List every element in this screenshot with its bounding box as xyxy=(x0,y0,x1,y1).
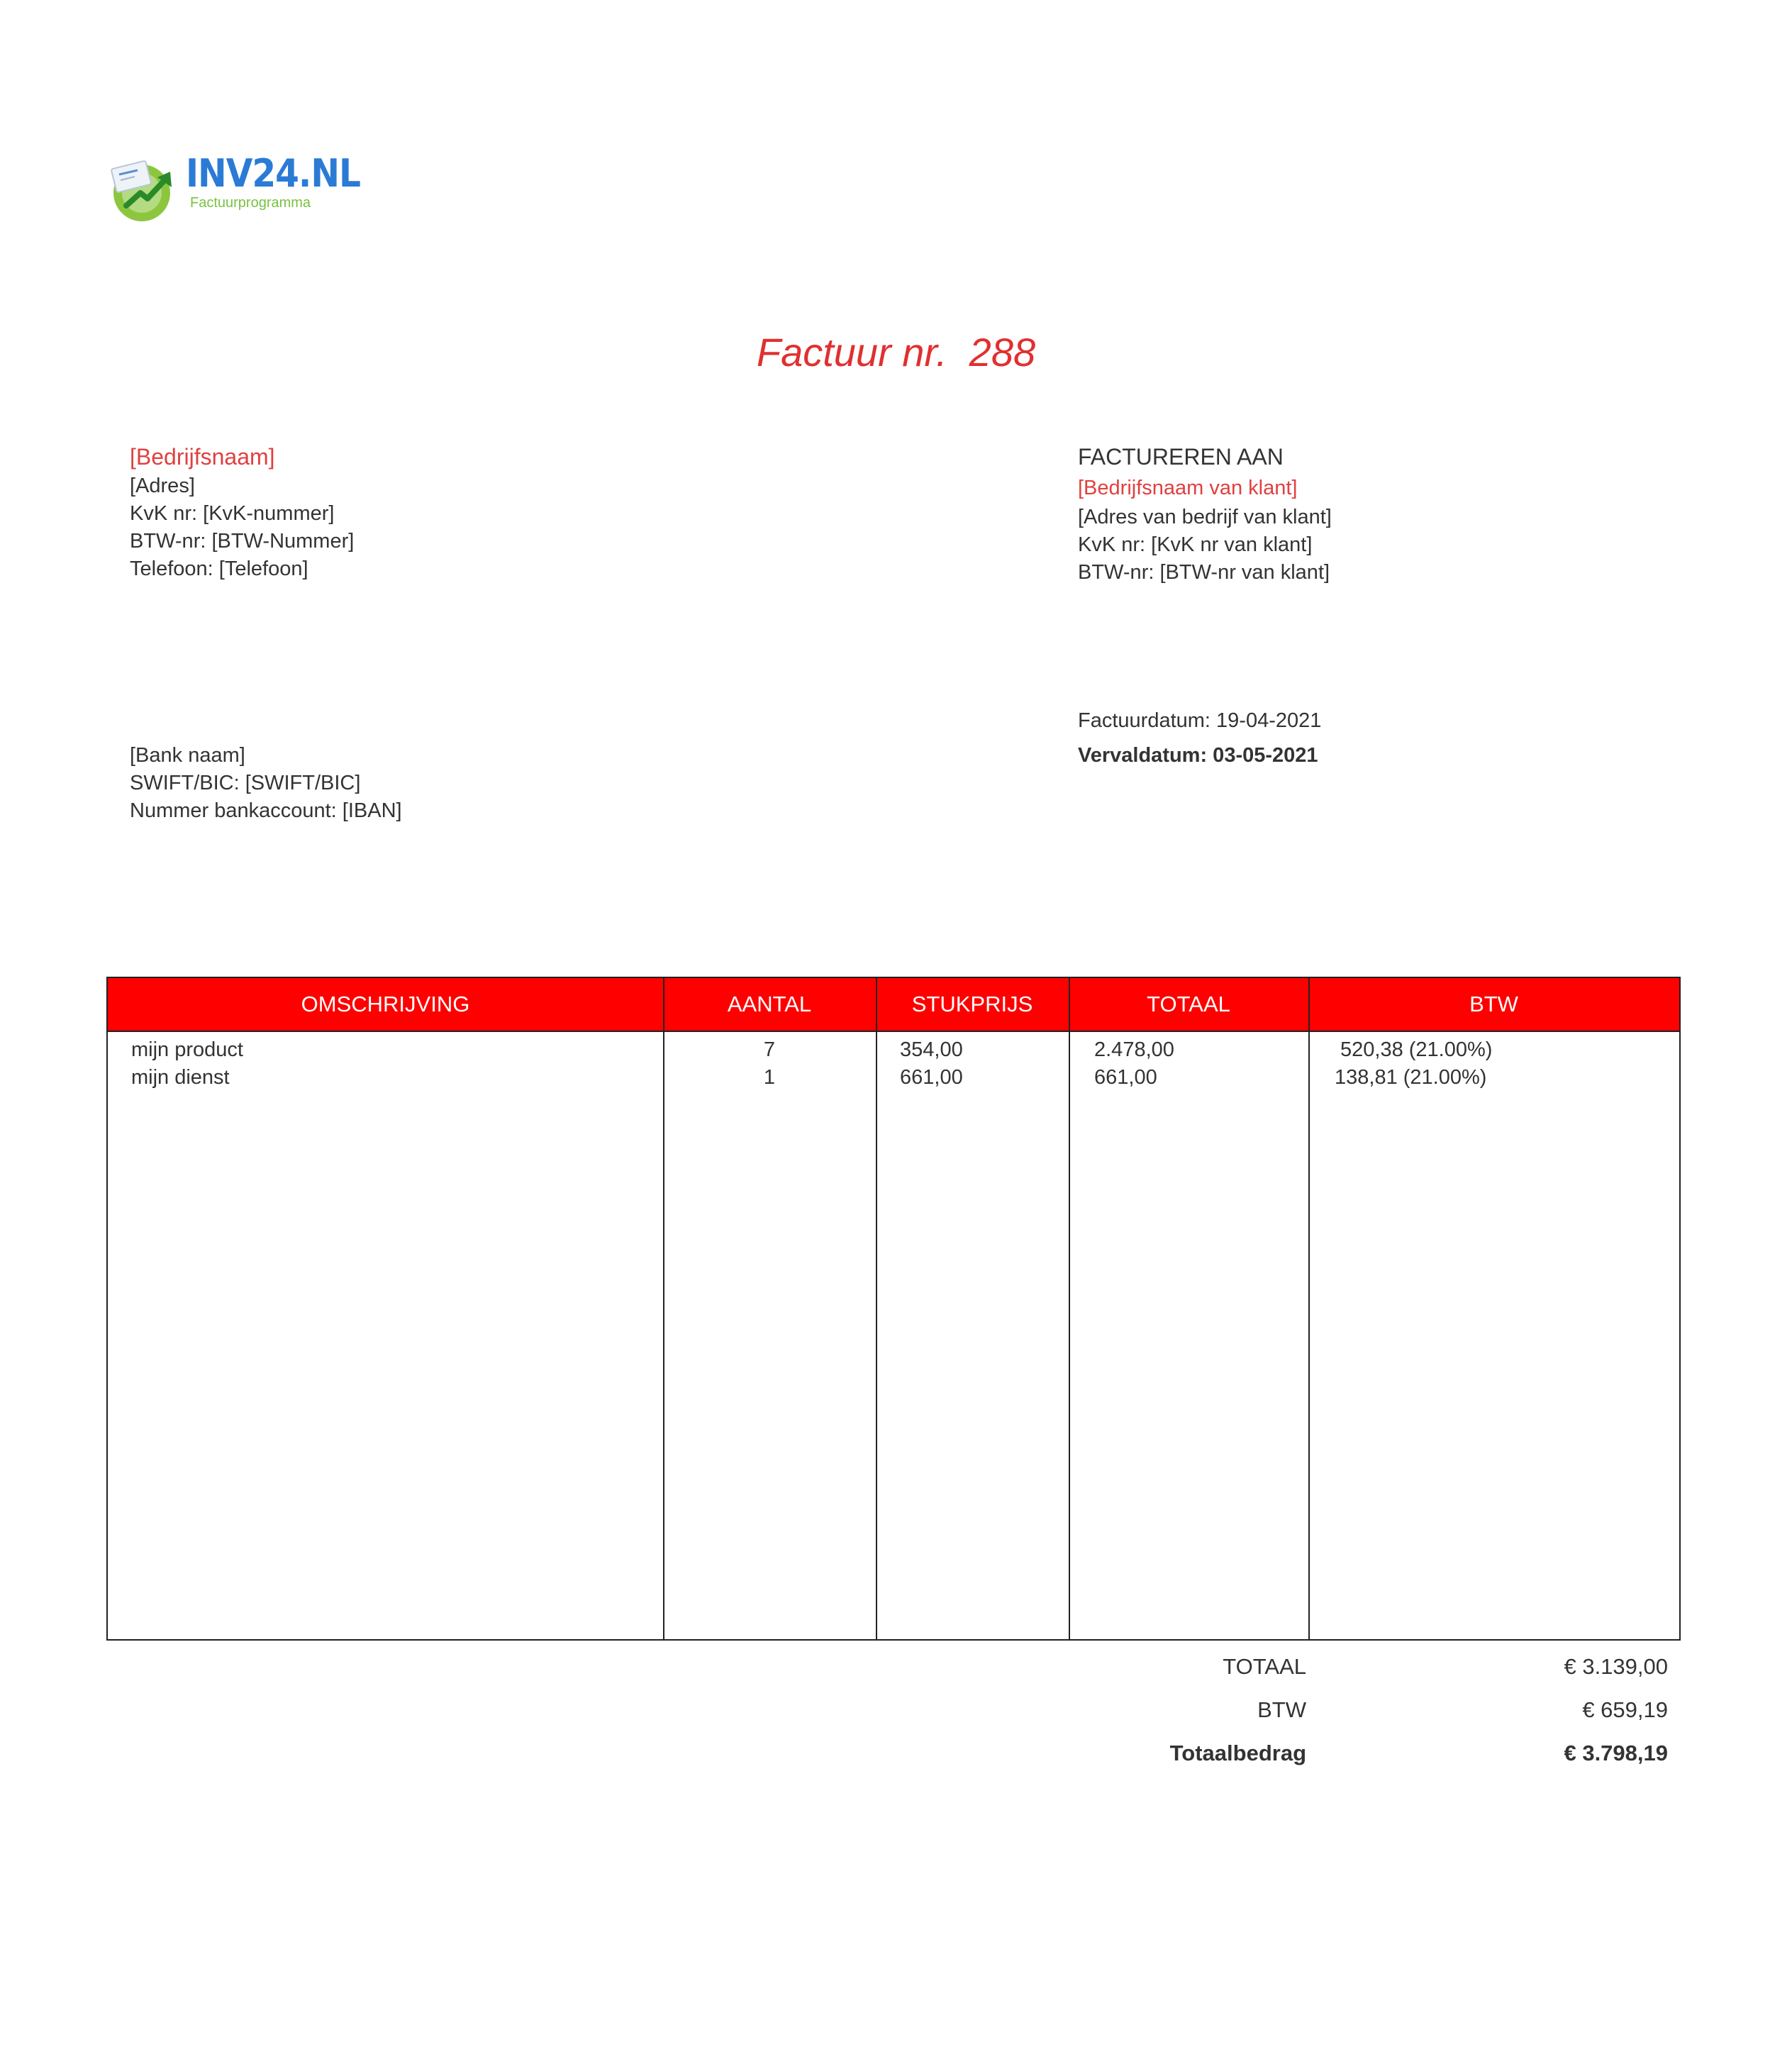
table-row xyxy=(108,1036,1679,1064)
row-description: mijn product xyxy=(131,1038,243,1061)
subtotal-value: € 3.139,00 xyxy=(1564,1654,1668,1679)
seller-phone: Telefoon: [Telefoon] xyxy=(130,557,308,580)
grand-total-value: € 3.798,19 xyxy=(1564,1741,1668,1765)
header-total: TOTAAL xyxy=(1147,992,1230,1016)
header-unit-price: STUKPRIJS xyxy=(911,992,1033,1016)
due-date: Vervaldatum: 03-05-2021 xyxy=(1078,744,1318,767)
invoice-dates xyxy=(1078,707,1321,770)
table-row xyxy=(108,1064,1679,1092)
seller-details xyxy=(130,441,354,583)
seller-company-name: [Bedrijfsnaam] xyxy=(130,444,275,470)
row-unit-price: 354,00 xyxy=(900,1038,963,1061)
header-description: OMSCHRIJVING xyxy=(301,992,470,1016)
bank-name: [Bank naam] xyxy=(130,744,245,767)
row-total: 661,00 xyxy=(1094,1066,1157,1089)
subtotal-label: TOTAAL xyxy=(1223,1654,1306,1679)
line-items-table xyxy=(106,977,1681,1641)
seller-btw: BTW-nr: [BTW-Nummer] xyxy=(130,530,355,553)
bank-iban: Nummer bankaccount: [IBAN] xyxy=(130,799,402,822)
invoice-title: Factuur nr. 288 xyxy=(756,330,1036,375)
header-vat: BTW xyxy=(1469,992,1518,1016)
vat-total-row xyxy=(1064,1694,1668,1738)
row-quantity: 1 xyxy=(763,1066,776,1089)
logo-arrow-icon xyxy=(106,156,177,223)
row-unit-price: 661,00 xyxy=(900,1066,963,1089)
client-address: [Adres van bedrijf van klant] xyxy=(1078,506,1332,528)
vat-total-value: € 659,19 xyxy=(1582,1697,1668,1722)
bank-details xyxy=(130,742,402,825)
invoice-date: Factuurdatum: 19-04-2021 xyxy=(1078,709,1322,732)
seller-kvk: KvK nr: [KvK-nummer] xyxy=(130,502,335,525)
grand-total-label: Totaalbedrag xyxy=(1169,1741,1306,1765)
totals-summary xyxy=(1064,1651,1668,1781)
row-vat: 520,38 (21.00%) xyxy=(1340,1038,1493,1061)
grand-total-row xyxy=(1064,1738,1668,1781)
row-total: 2.478,00 xyxy=(1094,1038,1174,1061)
bill-to-heading: FACTUREREN AAN xyxy=(1078,444,1284,470)
row-vat: 138,81 (21.00%) xyxy=(1335,1066,1487,1089)
logo-subtitle: Factuurprogramma xyxy=(190,195,311,211)
row-quantity: 7 xyxy=(763,1038,776,1061)
client-btw: BTW-nr: [BTW-nr van klant] xyxy=(1078,561,1330,584)
company-logo xyxy=(106,151,360,223)
client-kvk: KvK nr: [KvK nr van klant] xyxy=(1078,533,1313,556)
subtotal-row xyxy=(1064,1651,1668,1694)
vat-total-label: BTW xyxy=(1257,1697,1306,1722)
header-quantity: AANTAL xyxy=(727,992,812,1016)
seller-address: [Adres] xyxy=(130,475,195,497)
row-description: mijn dienst xyxy=(131,1066,230,1089)
client-details xyxy=(1078,441,1332,587)
client-company-name: [Bedrijfsnaam van klant] xyxy=(1078,477,1298,499)
table-header xyxy=(108,978,1679,1032)
bank-swift: SWIFT/BIC: [SWIFT/BIC] xyxy=(130,772,361,794)
logo-title: INV24.NL xyxy=(186,151,360,196)
